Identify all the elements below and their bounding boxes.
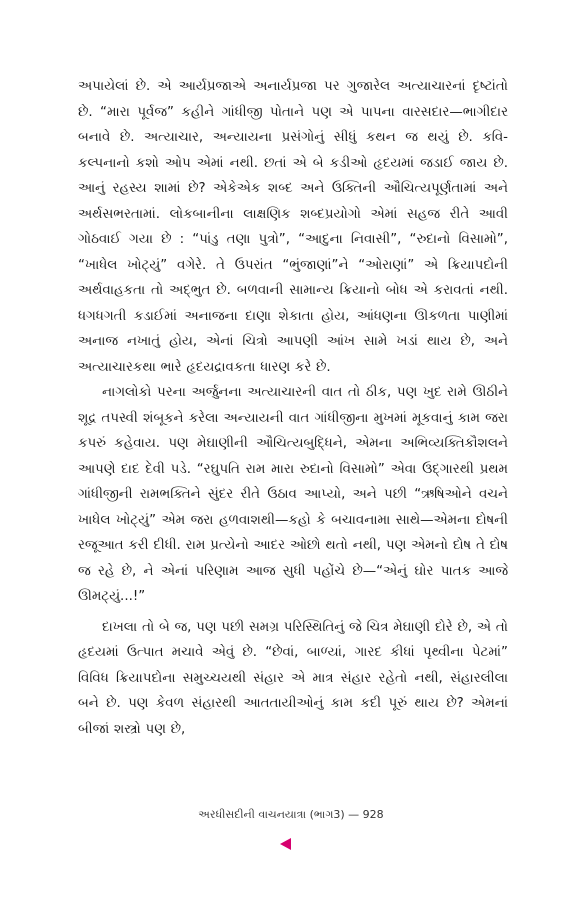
paragraph-3: દાખલા તો બે જ, પણ પછી સમગ્ર પરિસ્થિતિનું જે ચિત્ર મેઘાણી દોરે છે, એ તો હૃદયમાં ઉત્પાત મચાવે એવું છે. “છેવાં, બાળ્યાં, ગારદ કીધાં પૃથ્વીના પેટમાં” વિવિધ ક્રિયાપદોના સમુચ્ચયથી સંહાર એ માત્ર સંહાર રહેતો નથી, સંહારલીલા બને છે. પણ કેવળ સંહારથી આતતાયીઓનું કામ કદી પૂરું થાય છે? એમનાં બીજાં શસ્ત્રો પણ છે, — [78, 619, 508, 737]
previous-page-icon[interactable] — [280, 838, 291, 850]
page-body — [78, 74, 508, 742]
paragraph-1: અપાયેલાં છે. એ આર્યપ્રજાએ અનાર્યપ્રજા પર ગુજારેલ અત્યાચારનાં દૃષ્ટાંતો છે. “મારા પૂર્વજ” કહીને ગાંધીજી પોતાને પણ એ પાપના વારસદાર—ભાગીદાર બનાવે છે. અત્યાચાર, અન્યાયના પ્રસંગોનું સીધું કથન જ થયું છે. કવિ-કલ્પનાનો કશો ઓપ એમાં નથી. છતાં એ બે કડીઓ હૃદયમાં જડાઈ જાય છે. આનું રહસ્ય શામાં છે? એકેએક શબ્દ અને ઉક્તિની ઔચિત્યપૂર્ણતામાં અને અર્થસભરતામાં. લોકબાનીના લાક્ષણિક શબ્દપ્રયોગો એમાં સહજ રીતે આવી ગોઠવાઈ ગયા છે : “પાંડુ તણા પુત્રો”, “આદુના નિવાસી”, “રુદાનો વિસામો”, “ખાધેલ ખોટ્યું” વગેરે. તે ઉપરાંત “ભુંજાણાં”ને “ઓરાણાં” એ ક્રિયાપદોની અર્થવાહકતા તો અદ્ભુત છે. બળવાની સામાન્ય ક્રિયાનો બોધ એ કરાવતાં નથી. ધગધગતી કડાઈમાં અનાજના દાણા શેકાતા હોય, આંધણના ઊકળતા પાણીમાં અનાજ નખાતું હોય, એનાં ચિત્રો આપણી આંખ સામે ખડાં થાય છે, અને અત્યાચારકથા ભારે હૃદયદ્રાવકતા ધારણ કરે છે. — [78, 79, 508, 375]
page-footer: અરધીસદીની વાચનયાત્રા (ભાગ3) — 928 — [198, 808, 384, 821]
paragraph-2: નાગલોકો પરના અર્જુનના અત્યાચારની વાત તો ઠીક, પણ ખુદ રામે ઊઠીને શૂદ્ર તપસ્વી શંબૂકને કરેલા અન્યાયની વાત ગાંધીજીના મુખમાં મૂકવાનું કામ જરા કપરું કહેવાય. પણ મેઘાણીની ઔચિત્યબુદ્ધિને, એમના અભિવ્યક્તિકૌશલને આપણે દાદ દેવી પડે. “રઘુપતિ રામ મારા રુદાનો વિસામો” એવા ઉદ્ગારથી પ્રથમ ગાંધીજીની રામભક્તિને સુંદર રીતે ઉઠાવ આપ્યો, અને પછી “ઋષિઓને વચને ખાધેલ ખોટ્યું” એમ જરા હળવાશથી—કહો કે બચાવનામા સાથે—એમના દોષની રજૂઆત કરી દીધી. રામ પ્રત્યેનો આદર ઓછો થતો નથી, પણ એમનો દોષ તે દોષ જ રહે છે, ને એનાં પરિણામ આજ સુધી પહોંચે છે—“એનું ઘોર પાતક આજે ઊમટ્યું...!” — [78, 385, 508, 604]
